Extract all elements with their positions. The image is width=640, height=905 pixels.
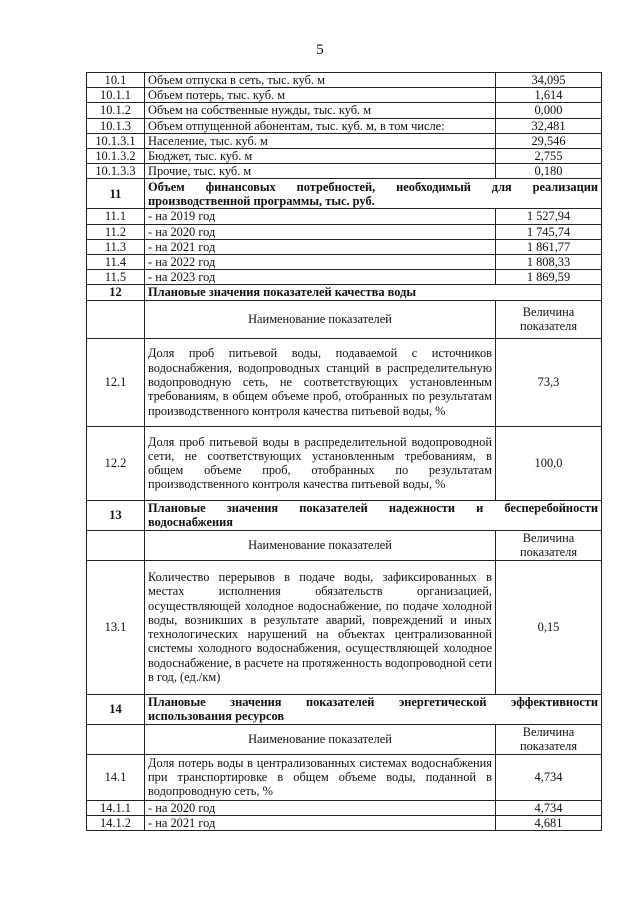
row-number: 10.1.3.2 xyxy=(87,149,145,164)
section-title: Объем финансовых потребностей, необходимый для реализации производственной программы, тыс. руб. xyxy=(145,179,602,209)
row-value: 1 745,74 xyxy=(496,224,602,239)
section-13 xyxy=(87,500,602,694)
table-row xyxy=(87,118,602,133)
row-text: Объем на собственные нужды, тыс. куб. м xyxy=(145,103,496,118)
row-value: 4,681 xyxy=(496,815,602,830)
section-title: Плановые значения показателей качества воды xyxy=(145,285,602,300)
page-number: 5 xyxy=(316,42,324,58)
header-value: Величина показателя xyxy=(496,300,602,338)
row-text: Население, тыс. куб. м xyxy=(145,133,496,148)
row-number: 11.1 xyxy=(87,209,145,224)
header-name: Наименование показателей xyxy=(145,724,496,754)
row-value: 34,095 xyxy=(496,73,602,88)
row-value: 1 527,94 xyxy=(496,209,602,224)
section-12 xyxy=(87,285,602,500)
row-number: 10.1 xyxy=(87,73,145,88)
section-number: 14 xyxy=(87,694,145,724)
row-value: 0,000 xyxy=(496,103,602,118)
row-text: Доля проб питьевой воды, подаваемой с источников водоснабжения, водопроводных станций в распределительную водопроводную сеть, не соответствующих установленным требованиям, в общем объеме проб, отобранных по результатам производственного контроля качества питьевой воды, % xyxy=(145,338,496,426)
table-row xyxy=(87,149,602,164)
row-number: 10.1.1 xyxy=(87,88,145,103)
row-text: Объем отпущенной абонентам, тыс. куб. м, в том числе: xyxy=(145,118,496,133)
row-value: 1,614 xyxy=(496,88,602,103)
header-name: Наименование показателей xyxy=(145,530,496,560)
section-title: Плановые значения показателей энергетической эффективности использования ресурсов xyxy=(145,694,602,724)
program-table xyxy=(86,72,602,831)
row-value: 0,15 xyxy=(496,560,602,694)
row-number: 10.1.3 xyxy=(87,118,145,133)
section-number: 13 xyxy=(87,500,145,530)
row-number: 11.5 xyxy=(87,270,145,285)
row-text: Доля потерь воды в централизованных системах водоснабжения при транспортировке в общем объеме воды, поданной в водопроводную сеть, % xyxy=(145,754,496,800)
row-value: 29,546 xyxy=(496,133,602,148)
row-text: - на 2020 год xyxy=(145,800,496,815)
row-text: Объем потерь, тыс. куб. м xyxy=(145,88,496,103)
volume-rows xyxy=(87,73,602,179)
table-row xyxy=(87,103,602,118)
row-value: 73,3 xyxy=(496,338,602,426)
table-row xyxy=(87,88,602,103)
section-14 xyxy=(87,694,602,800)
row-text: Прочие, тыс. куб. м xyxy=(145,164,496,179)
section-number: 11 xyxy=(87,179,145,209)
section-title: Плановые значения показателей надежности и бесперебойности водоснабжения xyxy=(145,500,602,530)
row-value: 100,0 xyxy=(496,426,602,500)
row-number: 11.2 xyxy=(87,224,145,239)
row-number: 11.4 xyxy=(87,255,145,270)
row-number: 14.1 xyxy=(87,754,145,800)
row-number: 10.1.3.3 xyxy=(87,164,145,179)
table-row xyxy=(87,209,602,224)
empty-cell xyxy=(87,530,145,560)
row-number: 12.1 xyxy=(87,338,145,426)
section-11 xyxy=(87,179,602,209)
table-row xyxy=(87,800,602,815)
row-value: 0,180 xyxy=(496,164,602,179)
table-row xyxy=(87,164,602,179)
table-row xyxy=(87,73,602,88)
row-value: 1 861,77 xyxy=(496,239,602,254)
row-text: - на 2021 год xyxy=(145,239,496,254)
row-value: 4,734 xyxy=(496,800,602,815)
row-number: 14.1.1 xyxy=(87,800,145,815)
row-text: Количество перерывов в подаче воды, зафиксированных в местах исполнения обязательств организацией, осуществляющей холодное водоснабжение, по подаче холодной воды, возникших в результате аварий, повреждений и иных технологических нарушений на объектах централизованной системы холодного водоснабжения, осуществляющей холодное водоснабжение, в расчете на протяженность водопроводной сети в год, (ед./км) xyxy=(145,560,496,694)
row-text: - на 2023 год xyxy=(145,270,496,285)
row-value: 1 808,33 xyxy=(496,255,602,270)
row-text: - на 2019 год xyxy=(145,209,496,224)
header-name: Наименование показателей xyxy=(145,300,496,338)
loss-rows xyxy=(87,800,602,830)
row-number: 10.1.2 xyxy=(87,103,145,118)
row-number: 10.1.3.1 xyxy=(87,133,145,148)
row-text: Бюджет, тыс. куб. м xyxy=(145,149,496,164)
row-text: - на 2022 год xyxy=(145,255,496,270)
row-value: 32,481 xyxy=(496,118,602,133)
table-row xyxy=(87,815,602,830)
table-row xyxy=(87,255,602,270)
row-value: 4,734 xyxy=(496,754,602,800)
row-number: 13.1 xyxy=(87,560,145,694)
section-number: 12 xyxy=(87,285,145,300)
row-value: 2,755 xyxy=(496,149,602,164)
row-number: 11.3 xyxy=(87,239,145,254)
row-text: - на 2020 год xyxy=(145,224,496,239)
table-row xyxy=(87,270,602,285)
table-row xyxy=(87,133,602,148)
row-number: 12.2 xyxy=(87,426,145,500)
empty-cell xyxy=(87,300,145,338)
table-row xyxy=(87,224,602,239)
row-text: Объем отпуска в сеть, тыс. куб. м xyxy=(145,73,496,88)
row-text: Доля проб питьевой воды в распределительной водопроводной сети, не соответствующих установленным требованиям, в общем объеме проб, отобранных по результатам производственного контроля качества питьевой воды, % xyxy=(145,426,496,500)
financial-rows xyxy=(87,209,602,285)
header-value: Величина показателя xyxy=(496,724,602,754)
header-value: Величина показателя xyxy=(496,530,602,560)
row-text: - на 2021 год xyxy=(145,815,496,830)
row-number: 14.1.2 xyxy=(87,815,145,830)
row-value: 1 869,59 xyxy=(496,270,602,285)
table-row xyxy=(87,239,602,254)
empty-cell xyxy=(87,724,145,754)
